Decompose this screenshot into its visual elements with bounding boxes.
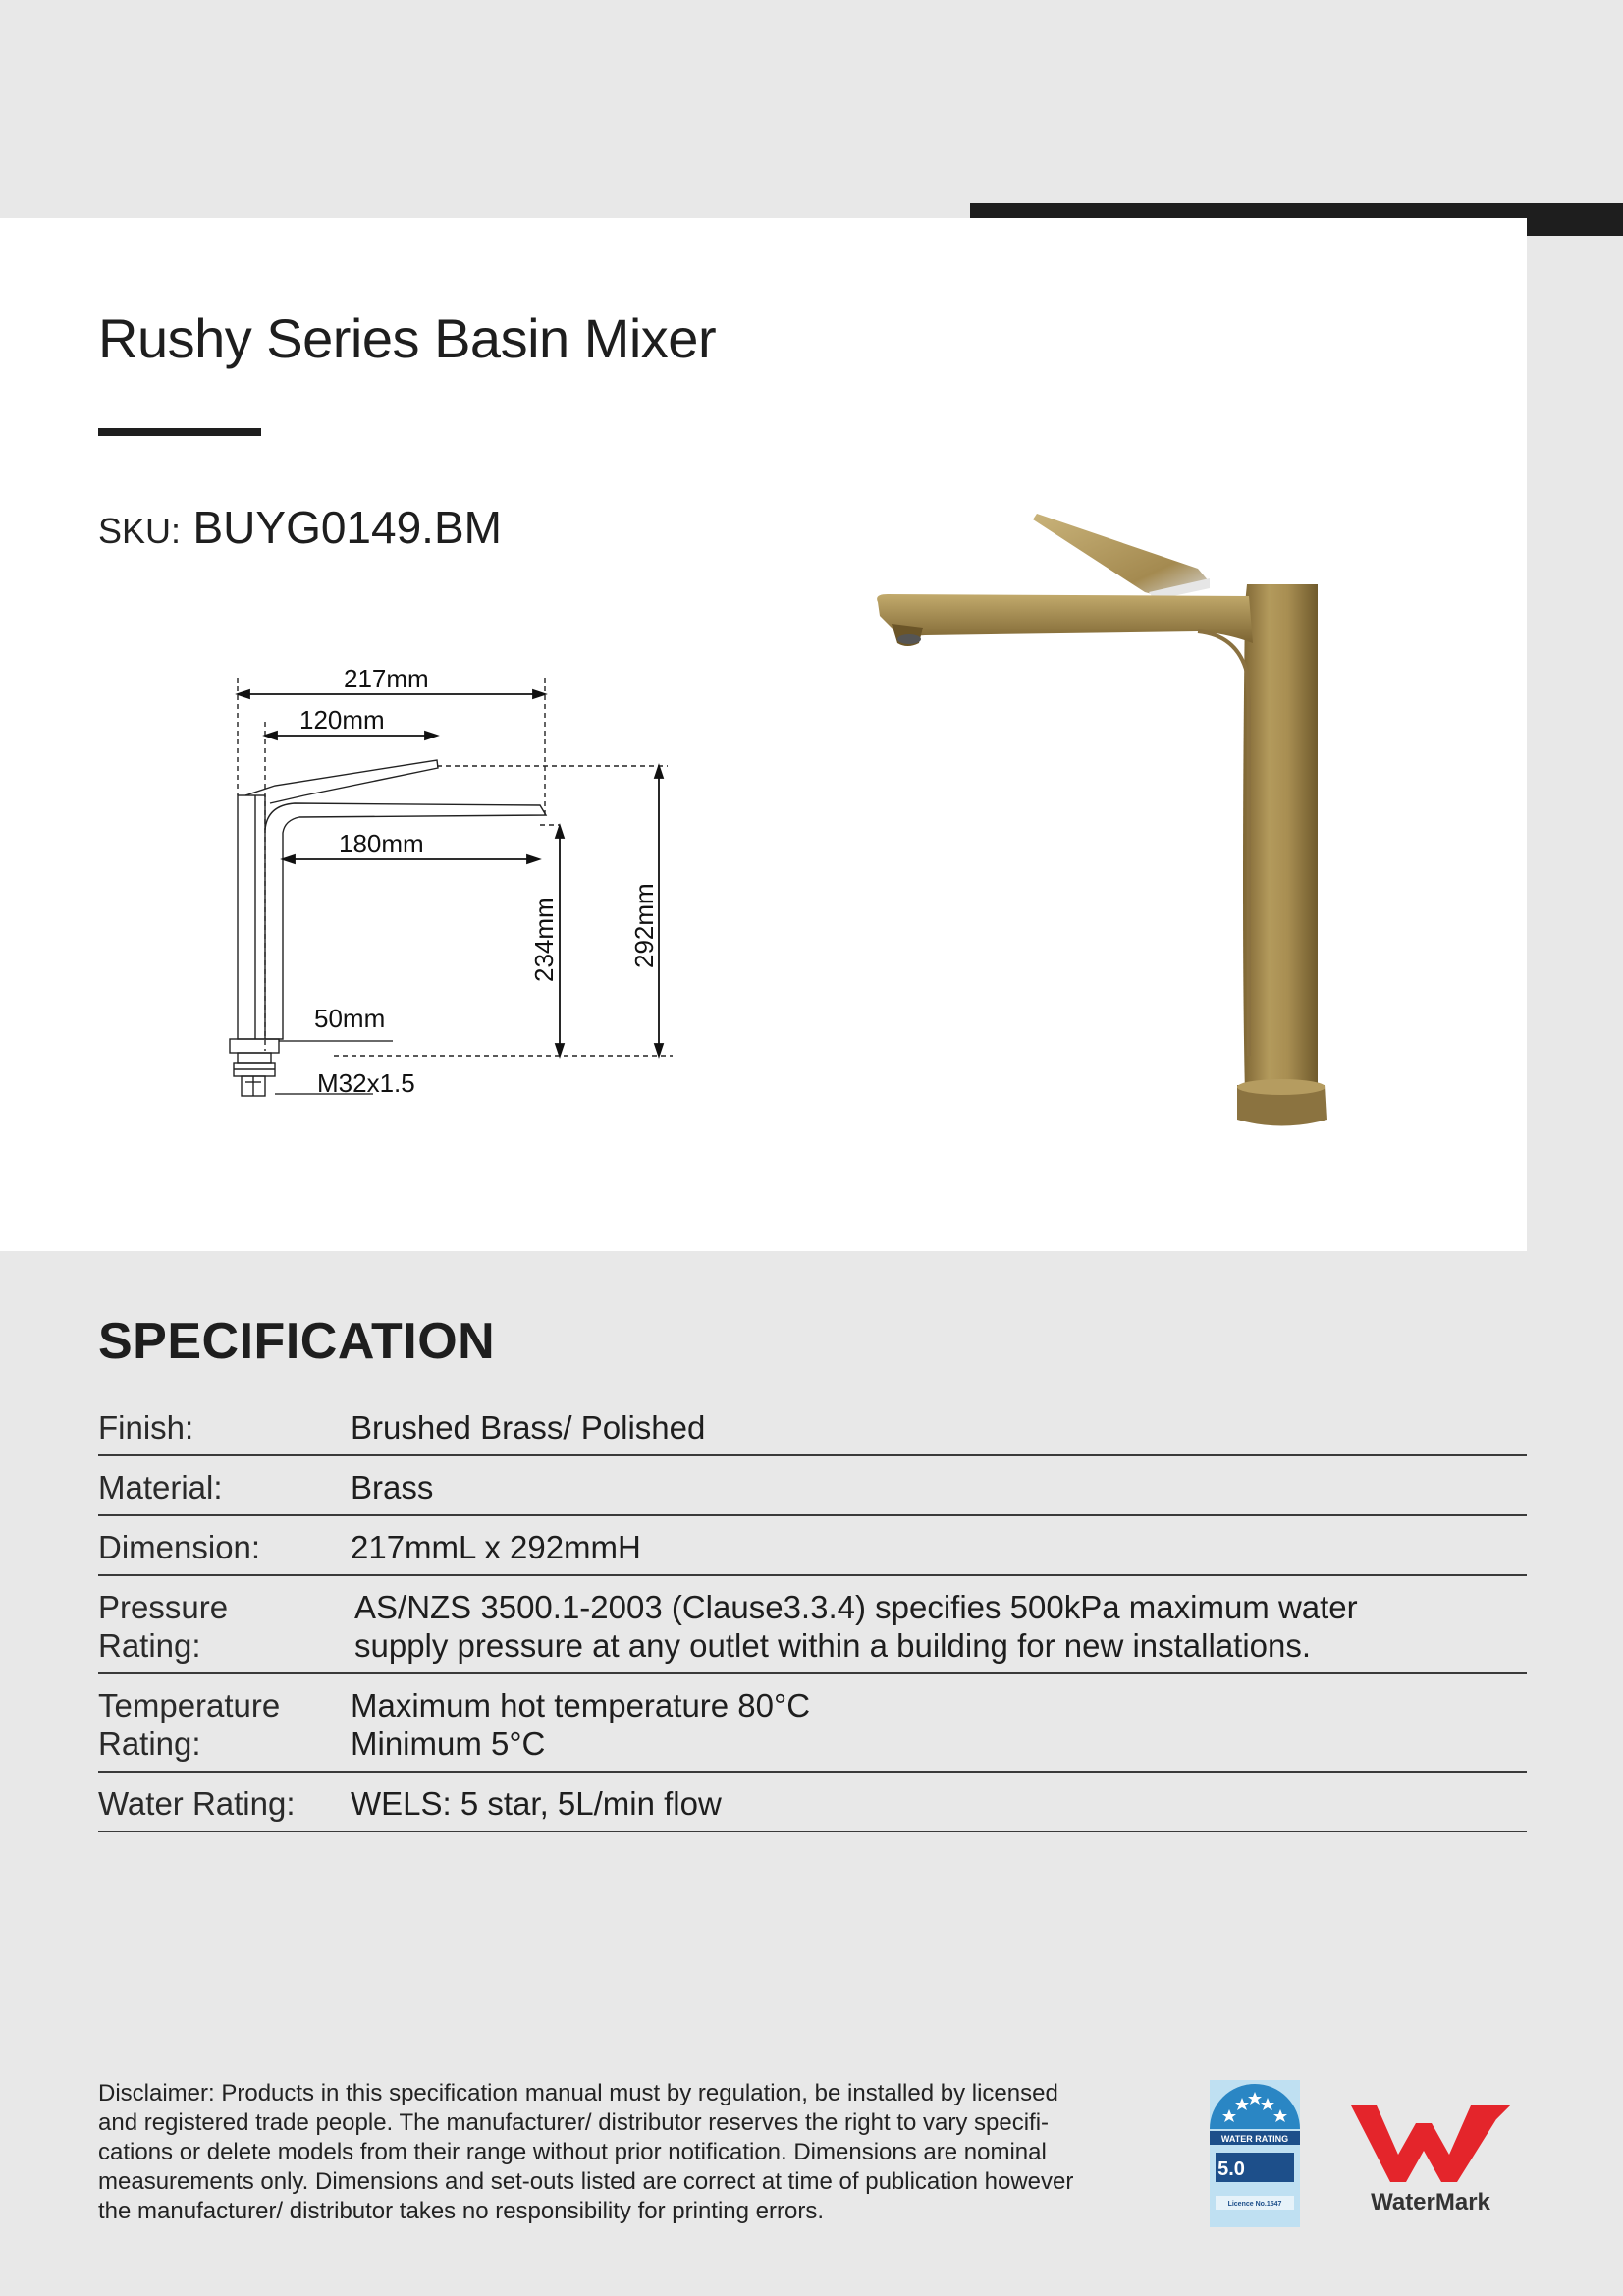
spec-row-finish: [98, 1396, 1527, 1456]
spec-row-dimension: [98, 1516, 1527, 1576]
spec-value-line: Maximum hot temperature 80°C: [351, 1687, 811, 1723]
product-photo: [864, 506, 1335, 1134]
spec-value: [351, 1686, 1527, 1763]
spec-label: [98, 1408, 351, 1447]
disclaimer-text: [98, 2079, 1168, 2226]
sku-value: BUYG0149.BM: [192, 502, 502, 553]
disclaimer-line: cations or delete models from their range without prior notification. Dimensions are nominal: [98, 2139, 1047, 2165]
dimension-diagram: [216, 658, 687, 1129]
wels-rating-logo: [1210, 2080, 1300, 2227]
spec-label-line: Rating:: [98, 1627, 201, 1664]
spec-label: [98, 1784, 351, 1823]
spec-value-line: Brushed Brass/ Polished: [351, 1409, 706, 1446]
disclaimer-line: the manufacturer/ distributor takes no responsibility for printing errors.: [98, 2198, 824, 2224]
spec-label-line: Rating:: [98, 1725, 201, 1762]
spec-label: [98, 1686, 351, 1763]
disclaimer-line: measurements only. Dimensions and set-outs listed are correct at time of publication however: [98, 2168, 1074, 2195]
sku-line: [98, 501, 502, 554]
spec-value: [351, 1468, 1527, 1506]
dim-50-label: 50mm: [314, 1004, 386, 1033]
product-title: Rushy Series Basin Mixer: [98, 307, 717, 369]
spec-value: [351, 1408, 1527, 1447]
disclaimer-line: Disclaimer: Products in this specification manual must by regulation, be installed by licensed: [98, 2080, 1058, 2106]
spec-value-line: WELS: 5 star, 5L/min flow: [351, 1785, 722, 1822]
specification-heading: SPECIFICATION: [98, 1313, 496, 1370]
spec-value: [351, 1784, 1527, 1823]
disclaimer-line: and registered trade people. The manufacturer/ distributor reserves the right to vary specifi-: [98, 2109, 1050, 2136]
wels-rating-value: 5.0: [1217, 2159, 1245, 2180]
dim-234-label: 234mm: [529, 897, 559, 982]
spec-label: [98, 1588, 351, 1665]
spec-value: [351, 1588, 1527, 1665]
spec-label-line: Material:: [98, 1469, 223, 1505]
spec-row-temperature-rating: [98, 1674, 1527, 1773]
spec-label: [98, 1528, 351, 1566]
spec-row-material: [98, 1456, 1527, 1516]
sku-label: SKU:: [98, 511, 182, 551]
dim-180-label: 180mm: [339, 829, 424, 858]
spec-value: [351, 1528, 1527, 1566]
spec-value-line: Brass: [351, 1469, 434, 1505]
spec-label-line: Pressure: [98, 1589, 229, 1625]
spec-row-water-rating: [98, 1773, 1527, 1832]
watermark-label: WaterMark: [1371, 2189, 1490, 2215]
dim-217-label: 217mm: [344, 664, 429, 693]
spec-row-pressure-rating: [98, 1576, 1527, 1674]
thread-label: M32x1.5: [317, 1068, 415, 1098]
spec-label-line: Temperature: [98, 1687, 281, 1723]
spec-value-line: supply pressure at any outlet within a building for new installations.: [354, 1627, 1312, 1664]
dim-120-label: 120mm: [299, 705, 385, 735]
spec-label-line: Finish:: [98, 1409, 194, 1446]
wels-heading: WATER RATING: [1220, 2134, 1289, 2144]
spec-label-line: Water Rating:: [98, 1785, 296, 1822]
spec-label-line: Dimension:: [98, 1529, 261, 1565]
spec-label: [98, 1468, 351, 1506]
watermark-logo: [1347, 2100, 1514, 2217]
spec-value-line: 217mmL x 292mmH: [351, 1529, 641, 1565]
title-underline: [98, 428, 261, 436]
dim-292-label: 292mm: [629, 883, 659, 968]
spec-value-line: AS/NZS 3500.1-2003 (Clause3.3.4) specifies 500kPa maximum water: [354, 1589, 1358, 1625]
specification-table: [98, 1396, 1527, 1832]
spec-value-line: Minimum 5°C: [351, 1725, 546, 1762]
wels-licence: Licence No.1547: [1227, 2201, 1282, 2208]
